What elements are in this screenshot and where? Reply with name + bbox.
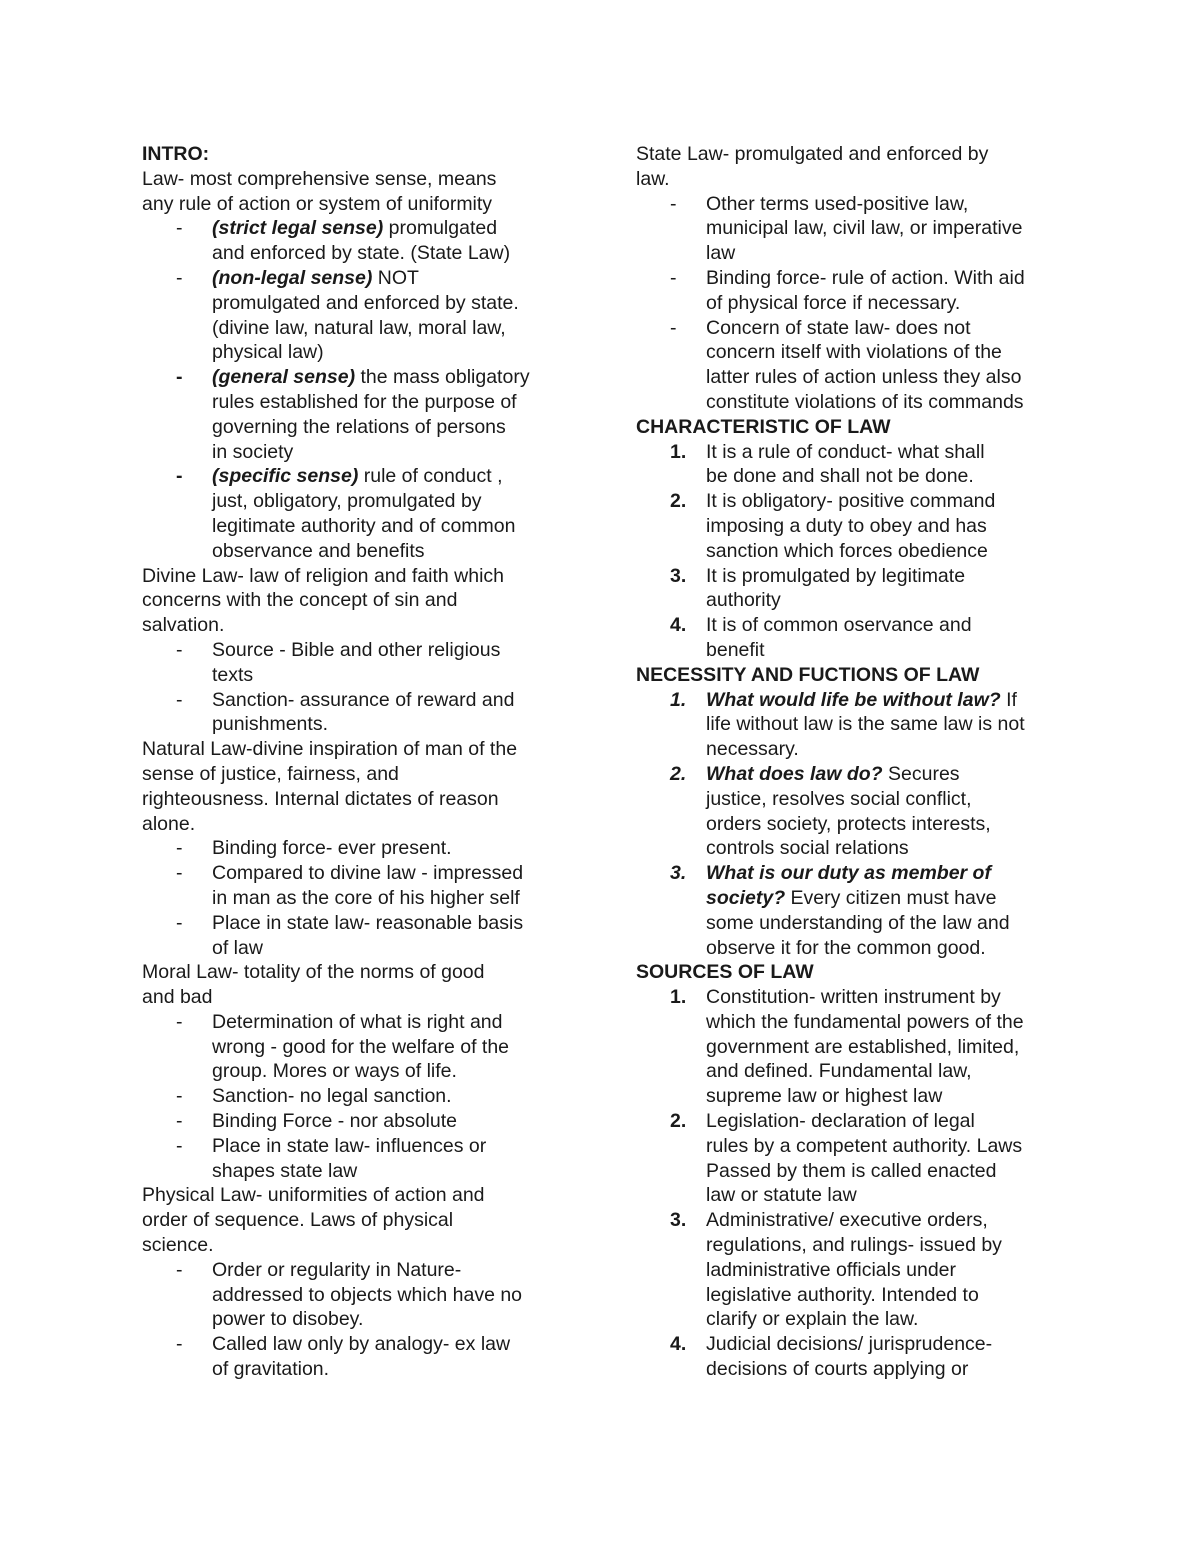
list-number: 3. [670, 862, 687, 885]
text-line [142, 1233, 582, 1258]
text-span: law or statute law [706, 1184, 857, 1207]
text-span: latter rules of action unless they also [706, 366, 1022, 389]
text-span: law of religion and faith which [243, 564, 505, 587]
text-span: sense of justice, fairness, and [142, 762, 399, 785]
text-span: salvation. [142, 614, 225, 637]
continuation-line [636, 812, 1076, 837]
bullet-item [142, 216, 582, 241]
emphasis-span: Constitution- [706, 986, 816, 1009]
text-span: - no legal sanction. [287, 1085, 452, 1108]
bullet-item [142, 1084, 582, 1109]
emphasis-span: Called law only by analogy [212, 1333, 443, 1356]
emphasis-span: It is promulgated by legitimate [706, 564, 966, 587]
emphasis-span: wrong [212, 1035, 266, 1058]
text-span: of law [212, 936, 263, 959]
text-span: any rule of action or system of uniformity [142, 192, 493, 215]
bullet-item [142, 1010, 582, 1035]
text-span: clarify or explain the law. [706, 1308, 919, 1331]
text-span: - impressed [415, 862, 524, 885]
text-span: power to disobey. [212, 1308, 364, 1331]
text-span: declaration of legal [805, 1110, 975, 1133]
continuation-line [636, 638, 1076, 663]
emphasis-span: (specific sense) [212, 465, 359, 488]
continuation-line [636, 390, 1076, 415]
text-span: NOT [372, 266, 419, 289]
bullet-item [142, 365, 582, 390]
text-span: - nor absolute [332, 1110, 457, 1133]
text-span: decisions of courts applying or [706, 1358, 969, 1381]
emphasis-span: What is our duty as member of [706, 862, 991, 885]
text-span: constitute violations of its commands [706, 390, 1024, 413]
text-span: municipal law, civil law, or imperative [706, 217, 1023, 240]
text-span: - [454, 1258, 462, 1281]
emphasis-span: (non-legal sense) [212, 266, 373, 289]
emphasis-span: What would life be without law? [706, 688, 1001, 711]
section-heading: NECESSITY AND FUCTIONS OF LAW [636, 663, 980, 686]
continuation-line [142, 663, 582, 688]
text-span: legislative authority. Intended to [706, 1283, 979, 1306]
text-span: concerns with the concept of sin and [142, 589, 458, 612]
text-span: life without law is the same law is not [706, 713, 1025, 736]
continuation-line [636, 1159, 1076, 1184]
text-span: shapes state law [212, 1159, 358, 1182]
numbered-item [636, 762, 1076, 787]
text-span: just, obligatory, promulgated by [212, 490, 482, 513]
continuation-line [636, 1134, 1076, 1159]
text-span: Secures [882, 762, 960, 785]
emphasis-span: Determination of what is right and [212, 1010, 503, 1033]
text-span: concern itself with violations of the [706, 341, 1002, 364]
list-number: 1. [670, 440, 687, 463]
continuation-line [142, 1283, 582, 1308]
numbered-item [636, 1332, 1076, 1357]
text-span: necessary. [706, 738, 799, 761]
bullet-item [142, 638, 582, 663]
continuation-line [142, 1059, 582, 1084]
text-span: of gravitation. [212, 1358, 330, 1381]
numbered-item [636, 1208, 1076, 1233]
list-number: 4. [670, 1333, 687, 1356]
section-heading: INTRO: [142, 143, 210, 165]
text-span: (divine law, natural law, moral law, [212, 316, 506, 339]
bullet-item [142, 861, 582, 886]
text-span: righteousness. Internal dictates of reason [142, 787, 499, 810]
emphasis-span: Other terms used [706, 192, 857, 215]
emphasis-span: Physical Law [142, 1184, 256, 1207]
list-number: 1. [670, 986, 687, 1009]
section-heading: CHARACTERISTIC OF LAW [636, 415, 891, 438]
emphasis-span: It is obligatory [706, 490, 827, 513]
text-span: rule of conduct , [358, 465, 503, 488]
continuation-line [636, 712, 1076, 737]
list-number: 1. [670, 688, 687, 711]
text-span: - reasonable basis [363, 911, 524, 934]
emphasis-span: Judicial decisions/ jurisprudence- [706, 1333, 993, 1356]
continuation-line [636, 1183, 1076, 1208]
emphasis-span: Binding Force [212, 1110, 333, 1133]
text-span: - totality of the norms of good [231, 961, 485, 984]
text-line [142, 167, 582, 192]
list-number: 3. [670, 564, 687, 587]
continuation-line [636, 886, 1076, 911]
numbered-item [636, 985, 1076, 1010]
continuation-line [142, 340, 582, 365]
continuation-line [142, 514, 582, 539]
text-span: - promulgated and enforced by [722, 143, 989, 165]
text-span: orders society, protects interests, [706, 812, 991, 835]
continuation-line [636, 291, 1076, 316]
emphasis-span: society? [706, 886, 786, 909]
emphasis-span: (general sense) [212, 366, 356, 389]
text-span: law [706, 242, 736, 265]
text-span: physical law) [212, 341, 324, 364]
text-line [142, 960, 582, 985]
emphasis-span: Sanction [212, 1085, 288, 1108]
bullet-item [142, 1109, 582, 1134]
text-span: imposing a duty to obey and has [706, 514, 987, 537]
emphasis-span: authority [706, 589, 781, 612]
emphasis-span: (strict legal sense) [212, 217, 384, 240]
text-span: sanction which forces obedience [706, 539, 988, 562]
continuation-line [142, 539, 582, 564]
continuation-line [636, 539, 1076, 564]
continuation-line [142, 1307, 582, 1332]
continuation-line [636, 514, 1076, 539]
continuation-line [636, 911, 1076, 936]
text-span: which the fundamental powers of the [706, 1010, 1024, 1033]
text-span: - rule of action. With aid [819, 266, 1025, 289]
text-span: supreme law or highest law [706, 1085, 943, 1108]
text-span: justice, resolves social conflict, [706, 787, 972, 810]
emphasis-span: Binding force [212, 837, 326, 860]
text-span: order of sequence. Laws of physical [142, 1209, 454, 1232]
text-span: punishments. [212, 713, 328, 736]
text-span: assurance of reward and [294, 688, 515, 711]
text-span: If [1000, 688, 1017, 711]
numbered-item [636, 440, 1076, 465]
bullet-item [142, 266, 582, 291]
text-span: governing the relations of persons [212, 415, 506, 438]
text-span: and enforced by state. (State Law) [212, 242, 511, 265]
text-span: in society [212, 440, 294, 463]
text-span: in man as the core of his higher self [212, 886, 520, 909]
list-number: 3. [670, 1209, 687, 1232]
continuation-line [636, 1059, 1076, 1084]
text-span: alone. [142, 812, 196, 835]
text-span: - uniformities of action and [255, 1184, 485, 1207]
text-span: legitimate authority and of common [212, 514, 516, 537]
emphasis-span: What does law do? [706, 762, 883, 785]
text-span: of physical force if necessary. [706, 291, 961, 314]
continuation-line [636, 1084, 1076, 1109]
left-column [142, 142, 582, 1382]
text-span: - ever present. [325, 837, 452, 860]
text-span: controls social relations [706, 837, 909, 860]
text-span: written instrument by [815, 986, 1001, 1009]
text-span: the mass obligatory [355, 366, 530, 389]
continuation-line [636, 464, 1076, 489]
text-line [142, 737, 582, 762]
text-span: most comprehensive sense, means [184, 167, 497, 190]
emphasis-span: Sanction- [212, 688, 295, 711]
text-span: observe it for the common good. [706, 936, 986, 959]
continuation-line [142, 390, 582, 415]
emphasis-span: Binding force [706, 266, 820, 289]
emphasis-span: State Law [636, 143, 723, 165]
emphasis-span: Source [212, 638, 274, 661]
text-span: group. Mores or ways of life. [212, 1060, 457, 1083]
bullet-item [142, 464, 582, 489]
numbered-item [636, 613, 1076, 638]
continuation-line [142, 886, 582, 911]
continuation-line [636, 340, 1076, 365]
continuation-line [636, 365, 1076, 390]
list-number: 2. [670, 1110, 687, 1133]
text-span: divine inspiration of man of the [252, 738, 518, 761]
continuation-line [142, 712, 582, 737]
text-span: rules by a competent authority. Laws [706, 1134, 1023, 1157]
text-span: promulgated [383, 217, 498, 240]
text-span: issued by [914, 1234, 1002, 1257]
emphasis-span: regulations, and rulings- [706, 1234, 915, 1257]
text-span: - positive command [826, 490, 996, 513]
emphasis-span: Law- [142, 167, 185, 190]
text-line [142, 787, 582, 812]
emphasis-span: Place in state law [212, 911, 364, 934]
emphasis-span: Moral Law [142, 961, 232, 984]
continuation-line [636, 1283, 1076, 1308]
text-span: observance and benefits [212, 539, 425, 562]
text-line [142, 613, 582, 638]
continuation-line [142, 936, 582, 961]
text-span: some understanding of the law and [706, 911, 1010, 934]
text-span: addressed to objects which have no [212, 1283, 523, 1306]
emphasis-span: It is of common oservance and [706, 614, 972, 637]
continuation-line [142, 1357, 582, 1382]
emphasis-span: Divine Law- [142, 564, 244, 587]
bullet-item [142, 688, 582, 713]
bullet-item [142, 836, 582, 861]
continuation-line [636, 737, 1076, 762]
text-span: - what shall [885, 440, 985, 463]
text-span: and bad [142, 986, 213, 1009]
continuation-line [636, 1357, 1076, 1382]
bullet-item [636, 266, 1076, 291]
text-span: and defined. Fundamental law, [706, 1060, 972, 1083]
text-span: promulgated and enforced by state. [212, 291, 519, 314]
text-span: -positive law, [856, 192, 969, 215]
emphasis-span: Natural Law- [142, 738, 253, 761]
text-line [142, 1208, 582, 1233]
continuation-line [142, 316, 582, 341]
continuation-line [636, 836, 1076, 861]
text-line [142, 192, 582, 217]
continuation-line [142, 440, 582, 465]
section-heading: SOURCES OF LAW [636, 961, 814, 984]
bullet-item [636, 192, 1076, 217]
emphasis-span: It is a rule of conduct [706, 440, 886, 463]
text-span: rules established for the purpose of [212, 390, 517, 413]
text-span: - ex law [442, 1333, 511, 1356]
continuation-line [636, 1307, 1076, 1332]
continuation-line [142, 1159, 582, 1184]
bullet-item [142, 911, 582, 936]
text-line [142, 1183, 582, 1208]
text-span: texts [212, 663, 254, 686]
numbered-item [636, 861, 1076, 886]
emphasis-span: Compared to divine law [212, 862, 416, 885]
numbered-item [636, 489, 1076, 514]
emphasis-span: Concern of state law [706, 316, 884, 339]
continuation-line [636, 1233, 1076, 1258]
text-span: - does not [883, 316, 971, 339]
continuation-line [636, 1010, 1076, 1035]
continuation-line [636, 936, 1076, 961]
continuation-line [636, 1035, 1076, 1060]
continuation-line [636, 588, 1076, 613]
numbered-item [636, 564, 1076, 589]
text-line [142, 985, 582, 1010]
text-span: ladministrative officials under [706, 1258, 957, 1281]
text-line [142, 762, 582, 787]
text-span: - Bible and other religious [273, 638, 501, 661]
emphasis-span: benefit [706, 638, 765, 661]
list-number: 2. [670, 762, 687, 785]
continuation-line [636, 1258, 1076, 1283]
emphasis-span: Place in state law [212, 1134, 364, 1157]
continuation-line [142, 241, 582, 266]
text-line [142, 588, 582, 613]
continuation-line [142, 415, 582, 440]
text-span: Passed by them is called enacted [706, 1159, 997, 1182]
text-span: Every citizen must have [785, 886, 997, 909]
text-line [142, 564, 582, 589]
emphasis-span: Legislation- [706, 1110, 806, 1133]
list-number: 2. [670, 490, 687, 513]
text-span: science. [142, 1234, 214, 1257]
text-span: government are established, limited, [706, 1035, 1020, 1058]
bullet-item [142, 1332, 582, 1357]
emphasis-span: Order or regularity in Nature [212, 1258, 455, 1281]
text-span: - good for the welfare of the [265, 1035, 510, 1058]
right-column [636, 142, 1076, 1382]
continuation-line [636, 216, 1076, 241]
text-span: - influences or [363, 1134, 487, 1157]
list-number: 4. [670, 614, 687, 637]
numbered-item [636, 1109, 1076, 1134]
emphasis-span: Administrative/ executive orders, [706, 1209, 988, 1232]
continuation-line [636, 787, 1076, 812]
continuation-line [142, 1035, 582, 1060]
text-span: be done and shall not be done. [706, 465, 974, 488]
bullet-item [142, 1134, 582, 1159]
continuation-line [142, 489, 582, 514]
text-line [636, 167, 1076, 192]
continuation-line [636, 241, 1076, 266]
bullet-item [142, 1258, 582, 1283]
numbered-item [636, 688, 1076, 713]
continuation-line [142, 291, 582, 316]
text-line [636, 142, 1076, 167]
text-line [142, 812, 582, 837]
text-span: law. [636, 167, 670, 190]
bullet-item [636, 316, 1076, 341]
